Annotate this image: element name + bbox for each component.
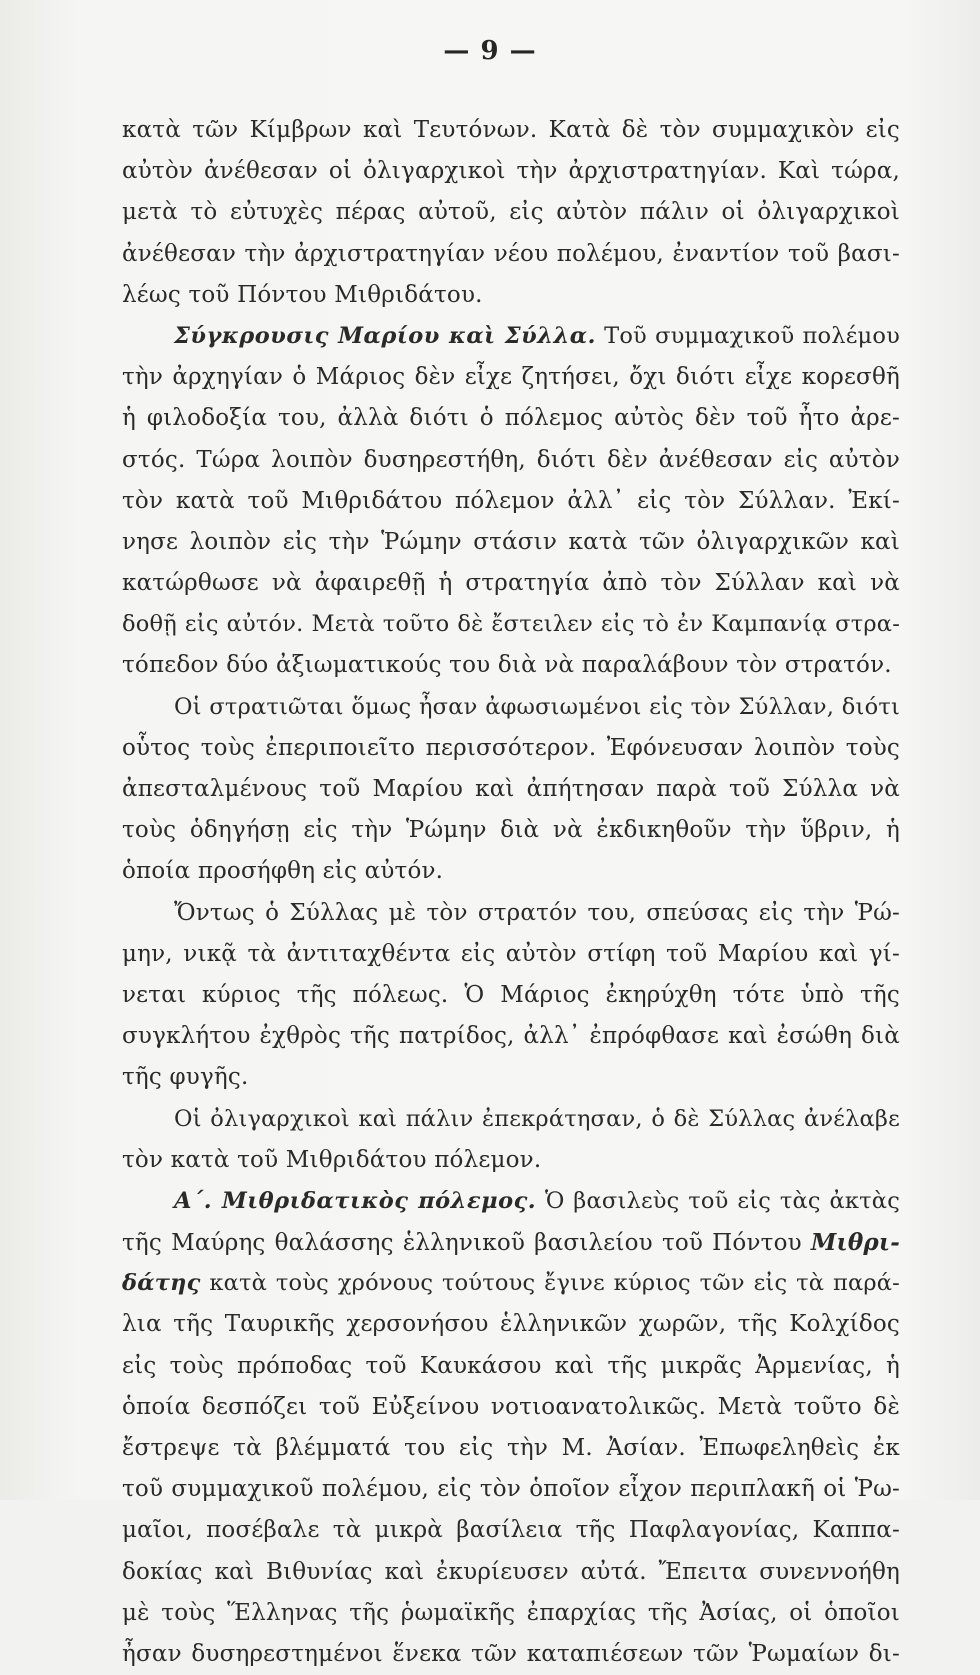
text-segment: ἀνέθεσαν τὴν ἀρχιστρατηγίαν νέου πολέμου, ἐναντίον τοῦ βασι-	[122, 240, 900, 267]
emphasized-name: Μιθρι-	[810, 1229, 900, 1257]
text-segment: λέως τοῦ Πόντου Μιθριδάτου.	[122, 281, 483, 308]
text-segment: τὸν κατὰ τοῦ Μιθριδάτου πόλεμον.	[122, 1146, 542, 1173]
text-segment: Ὁ βασιλεὺς τοῦ εἰς τὰς ἀκτὰς	[536, 1187, 901, 1214]
text-line	[122, 851, 900, 892]
text-line	[122, 1181, 900, 1222]
text-segment: νησε λοιπὸν εἰς τὴν Ῥώμην στάσιν κατὰ τῶν ὀλιγαρχικῶν καὶ	[122, 528, 900, 555]
text-segment: μὲ τοὺς Ἕλληνας τῆς ῥωμαϊκῆς ἐπαρχίας τῆς Ἀσίας, οἱ ὁποῖοι	[122, 1599, 900, 1626]
text-segment: ὁποία δεσπόζει τοῦ Εὐξείνου νοτιοανατολικῶς. Μετὰ τοῦτο δὲ	[122, 1393, 900, 1420]
text-line	[122, 151, 900, 192]
text-line	[122, 398, 900, 439]
text-segment: ἡ φιλοδοξία του, ἀλλὰ διότι ὁ πόλεμος αὐτὸς δὲν τοῦ ἦτο ἀρε-	[122, 405, 900, 432]
text-line	[122, 1304, 900, 1345]
text-segment: τῆς φυγῆς.	[122, 1064, 249, 1091]
text-segment: Τοῦ συμμαχικοῦ πολέμου	[595, 322, 900, 349]
text-segment: τοὺς ὁδηγήσῃ εἰς τὴν Ῥώμην διὰ νὰ ἐκδικηθοῦν τὴν ὕβριν, ἡ	[122, 817, 900, 844]
text-line	[122, 1469, 900, 1510]
text-segment: μην, νικᾷ τὰ ἀντιταχθέντα εἰς αὐτὸν στίφη τοῦ Μαρίου καὶ γί-	[122, 940, 900, 967]
text-segment: Οἱ ὀλιγαρχικοὶ καὶ πάλιν ἐπεκράτησαν, ὁ δὲ Σύλλας ἀνέλαβε	[174, 1105, 900, 1132]
text-segment: Ὄντως ὁ Σύλλας μὲ τὸν στρατόν του, σπεύσας εἰς τὴν Ῥώ-	[174, 899, 900, 926]
text-line	[122, 1593, 900, 1634]
section-heading: Σύγκρουσις Μαρίου καὶ Σύλλα.	[174, 322, 596, 349]
text-line	[122, 893, 900, 934]
text-line	[122, 522, 900, 563]
text-segment: Οἱ στρατιῶται ὅμως ἦσαν ἀφωσιωμένοι εἰς τὸν Σύλλαν, διότι	[174, 693, 900, 720]
text-line	[122, 1222, 900, 1263]
text-segment: τῆς Μαύρης θαλάσσης ἑλληνικοῦ βασιλείου τοῦ Πόντου	[122, 1230, 811, 1257]
text-segment: κατὰ τοὺς χρόνους τούτους ἔγινε κύριος τῶν εἰς τὰ παρά-	[200, 1270, 900, 1297]
text-segment: δοκίας καὶ Βιθυνίας καὶ ἐκυρίευσεν αὐτά. Ἔπειτα συνεννοήθη	[122, 1558, 900, 1585]
text-segment: τὸν κατὰ τοῦ Μιθριδάτου πόλεμον ἀλλ᾽ εἰς τὸν Σύλλαν. Ἐκί-	[122, 487, 900, 514]
text-line	[122, 440, 900, 481]
text-line	[122, 1387, 900, 1428]
text-line	[122, 110, 900, 151]
body-text	[122, 110, 900, 1675]
text-line	[122, 728, 900, 769]
text-line	[122, 1346, 900, 1387]
text-segment: οὗτος τοὺς ἐπεριποιεῖτο περισσότερον. Ἐφόνευσαν λοιπὸν τοὺς	[122, 734, 900, 761]
text-line	[122, 1016, 900, 1057]
text-line	[122, 810, 900, 851]
text-line	[122, 192, 900, 233]
text-segment: εἰς τοὺς πρόποδας τοῦ Καυκάσου καὶ τῆς μικρᾶς Ἀρμενίας, ἡ	[122, 1352, 900, 1379]
text-line	[122, 1140, 900, 1181]
text-segment: μαῖοι, ποσέβαλε τὰ μικρὰ βασίλεια τῆς Παφλαγονίας, Καππα-	[122, 1517, 900, 1544]
text-line	[122, 234, 900, 275]
page-number: — 9 —	[443, 36, 537, 66]
text-segment: μετὰ τὸ εὐτυχὲς πέρας αὐτοῦ, εἰς αὐτὸν πάλιν οἱ ὀλιγαρχικοὶ	[122, 199, 900, 226]
text-segment: τὴν ἀρχηγίαν ὁ Μάριος δὲν εἶχε ζητήσει, ὄχι διότι εἶχε κορεσθῆ	[122, 364, 900, 391]
text-line	[122, 1263, 900, 1304]
text-segment: νεται κύριος τῆς πόλεως. Ὁ Μάριος ἐκηρύχθη τότε ὑπὸ τῆς	[122, 981, 900, 1008]
text-line	[122, 1428, 900, 1469]
text-line	[122, 563, 900, 604]
text-segment: ὁποία προσήφθη εἰς αὐτόν.	[122, 858, 444, 885]
text-segment: κατὰ τῶν Κίμβρων καὶ Τευτόνων. Κατὰ δὲ τὸν συμμαχικὸν εἰς	[122, 117, 900, 143]
text-line	[122, 1057, 900, 1098]
text-segment: στός. Τώρα λοιπὸν δυσηρεστήθη, διότι δὲν ἀνέθεσαν εἰς αὐτὸν	[122, 446, 900, 473]
text-line	[122, 1552, 900, 1593]
text-segment: συγκλήτου ἐχθρὸς τῆς πατρίδος, ἀλλ᾽ ἐπρόφθασε καὶ ἐσώθη διὰ	[122, 1023, 900, 1050]
text-line	[122, 975, 900, 1016]
text-line	[122, 934, 900, 975]
text-line	[122, 1634, 900, 1675]
text-line	[122, 604, 900, 645]
text-segment: κατώρθωσε νὰ ἀφαιρεθῇ ἡ στρατηγία ἀπὸ τὸν Σύλλαν καὶ νὰ	[122, 570, 900, 597]
text-segment: ἔστρεψε τὰ βλέμματά του εἰς τὴν Μ. Ἀσίαν. Ἐπωφεληθεὶς ἐκ	[122, 1435, 900, 1461]
text-line	[122, 316, 900, 357]
text-segment: λια τῆς Ταυρικῆς χερσονήσου ἑλληνικῶν χωρῶν, τῆς Κολχίδος	[122, 1311, 900, 1338]
text-segment: τόπεδον δύο ἀξιωματικούς του διὰ νὰ παραλάβουν τὸν στρατόν.	[122, 652, 892, 679]
text-segment: ἦσαν δυσηρεστημένοι ἕνεκα τῶν καταπιέσεων τῶν Ῥωμαίων δι-	[122, 1640, 900, 1667]
text-line	[122, 357, 900, 398]
section-heading: Α΄. Μιθριδατικὸς πόλεμος.	[174, 1187, 537, 1214]
text-line	[122, 1099, 900, 1140]
emphasized-name: δάτης	[122, 1270, 201, 1297]
text-line	[122, 769, 900, 810]
text-line	[122, 645, 900, 686]
text-line	[122, 687, 900, 728]
text-segment: τοῦ συμμαχικοῦ πολέμου, εἰς τὸν ὁποῖον εἶχον περιπλακῆ οἱ Ῥω-	[122, 1476, 900, 1503]
text-line	[122, 275, 900, 316]
text-line	[122, 481, 900, 522]
text-segment: ἀπεσταλμένους τοῦ Μαρίου καὶ ἀπήτησαν παρὰ τοῦ Σύλλα νὰ	[122, 776, 900, 802]
text-line	[122, 1510, 900, 1551]
text-segment: αὐτὸν ἀνέθεσαν οἱ ὀλιγαρχικοὶ τὴν ἀρχιστρατηγίαν. Καὶ τώρα,	[122, 158, 900, 185]
text-segment: δοθῇ εἰς αὐτόν. Μετὰ τοῦτο δὲ ἔστειλεν εἰς τὸ ἐν Καμπανίᾳ στρα-	[122, 611, 900, 638]
